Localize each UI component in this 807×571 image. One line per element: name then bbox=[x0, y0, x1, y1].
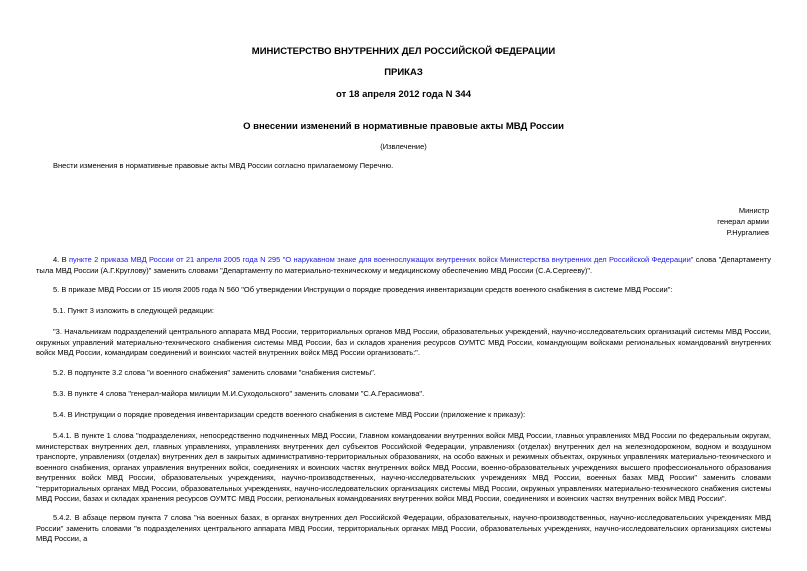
signature-block bbox=[717, 205, 769, 238]
paragraph-5-4-1: 5.4.1. В пункте 1 слова "подразделениях, непосредственно подчиненных МВД России, Главном командовании внутренних войск МВД России, главных управлениях МВД России по федеральным округам, министерствах внутренних дел, главных управлениях, управлениях внутренних дел субъектов Российской Федерации, управлениях (отделах) внутренних дел на железнодорожном, водном и воздушном транспорте, управлениях (отделах) внутренних дел в закрытых административно-территориальных образованиях, на особо важных и режимных объектах, окружных управлениях материально-технического и военного снабжения, органах управления внутренних войск, соединениях и воинских частях внутренних войск МВД России, военно-образовательных учреждениях высшего профессионального образования внутренних войск МВД России, образовательных учреждениях, научно-производственных, научно-исследовательских учреждениях МВД России, военных базах МВД России" заменить словами "территориальных органах МВД России, образовательных учреждениях, научно-исследовательских организациях системы МВД России, окружных управлениях материально-технического снабжения системы МВД России, базах и складах хранения ресурсов ОУМТС МВД России, региональных командованиях внутренних войск МВД России, соединениях и воинских частях внутренних войск МВД России". bbox=[36, 431, 771, 503]
document-date-number: от 18 апреля 2012 года N 344 bbox=[336, 89, 471, 100]
paragraph-4 bbox=[36, 255, 771, 276]
paragraph-5-3: 5.3. В пункте 4 слова "генерал-майора милиции М.И.Суходольского" заменить словами "С.А.Герасимова". bbox=[53, 389, 425, 398]
extract-note: (Извлечение) bbox=[380, 142, 427, 151]
paragraph-5-1: 5.1. Пункт 3 изложить в следующей редакции: bbox=[53, 306, 214, 315]
ministry-heading: МИНИСТЕРСТВО ВНУТРЕННИХ ДЕЛ РОССИЙСКОЙ ФЕДЕРАЦИИ bbox=[251, 46, 556, 57]
signature-rank: генерал армии bbox=[717, 217, 769, 226]
signature-name: Р.Нургалиев bbox=[726, 228, 769, 237]
paragraph-5-2: 5.2. В подпункте 3.2 слова "и военного снабжения" заменить словами "снабжения системы". bbox=[53, 368, 376, 377]
paragraph-4-num: 4. В bbox=[53, 255, 69, 264]
intro-paragraph: Внести изменения в нормативные правовые акты МВД России согласно прилагаемому Перечню. bbox=[53, 161, 394, 170]
order-295-link[interactable]: пункте 2 приказа МВД России от 21 апреля 2005 года N 295 "О нарукавном знаке для военнослужащих внутренних войск Министерства внутренних дел Российской Федерации" bbox=[68, 255, 694, 264]
paragraph-5: 5. В приказе МВД России от 15 июля 2005 года N 560 "Об утверждении Инструкции о порядке проведения инвентаризации средств военного снабжения в системе МВД России": bbox=[53, 285, 673, 294]
document-type: ПРИКАЗ bbox=[384, 67, 423, 78]
signature-title: Министр bbox=[738, 206, 769, 215]
paragraph-quote: "3. Начальникам подразделений центрального аппарата МВД России, территориальных органов МВД России, образовательных учреждений, научно-исследовательских организаций системы МВД России, окружных управлений материально-технического снабжения системы МВД России, баз и складов хранения ресурсов ОУМТС МВД России, командующим войсками региональных командований внутренних войск МВД России, командирам соединений и воинских частей внутренних войск МВД России организовать:". bbox=[36, 327, 771, 357]
paragraph-4-rest: слова "Департаменту тыла МВД России (А.Г.Круглову)" заменить словами "Департаменту по материально-техническому и медицинскому обеспечению МВД России (С.А.Сергееву)". bbox=[36, 255, 771, 275]
paragraph-5-4: 5.4. В Инструкции о порядке проведения инвентаризации средств военного снабжения в системе МВД России (приложение к приказу): bbox=[53, 410, 526, 419]
document-subject: О внесении изменений в нормативные правовые акты МВД России bbox=[243, 121, 564, 132]
paragraph-5-4-2: 5.4.2. В абзаце первом пункта 7 слова "на военных базах, в органах внутренних дел Российской Федерации, образовательных, научно-производственных, научно-исследовательских учреждениях МВД России" заменить словами "в подразделениях центрального аппарата МВД России, территориальных органах МВД России, образовательных учреждениях, научно-исследовательских организациях системы МВД России, а bbox=[36, 513, 771, 543]
